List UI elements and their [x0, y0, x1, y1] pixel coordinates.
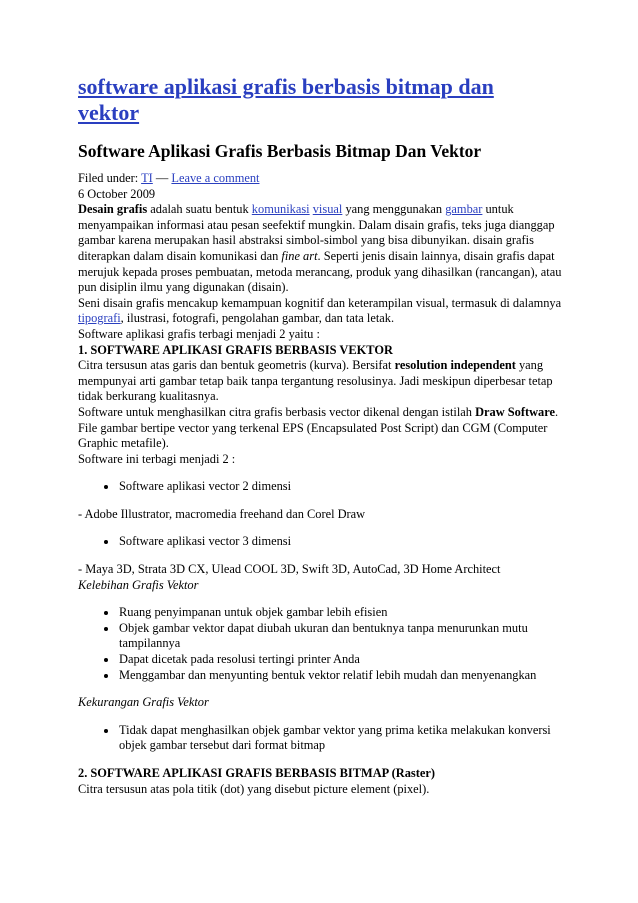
list-item: • Software aplikasi vector 3 dimensi [118, 534, 568, 550]
meta-dash: — [155, 171, 169, 185]
vektor-paragraph-2: Software untuk menghasilkan citra grafis berbasis vector dikenal dengan istilah Draw Software. File gambar bertipe vector yang terkenal EPS (Encapsulated Post Script) dan CGM (Computer Graphic metafile). [78, 404, 559, 451]
page-title[interactable]: software aplikasi grafis berbasis bitmap dan vektor [78, 74, 494, 125]
intro-paragraph: Desain grafis adalah suatu bentuk komunikasi visual yang menggunakan gambar untuk menyampaikan informasi atau pesan seefektif mungkin. Dalam disain grafis, teks juga dianggap gambar karena merupakan hasil abstraksi simbol-simbol yang bisa dibunyikan. disain grafis diterapkan dalam disain komunikasi dan fine art. Seperti jenis disain lainnya, disain grafis dapat merujuk kepada proses pembuatan, metoda merancang, produk yang dihasilkan (rancangan), atau pun disiplin ilmu yang digunakan (disain). [78, 202, 562, 295]
term-resolution-independent: resolution independent [394, 358, 516, 373]
article-subtitle: Software Aplikasi Grafis Berbasis Bitmap Dan Vektor [78, 141, 482, 161]
filed-under-line [78, 171, 568, 187]
term-fine-art: fine art [281, 248, 318, 263]
list-item: • Software aplikasi vector 2 dimensi [118, 479, 568, 495]
intro-paragraph-3: Software aplikasi grafis terbagi menjadi 2 yaitu : [78, 326, 320, 341]
list-item: • Tidak dapat menghasilkan objek gambar vektor yang prima ketika melakukan konversi objek gambar tersebut dari format bitmap [118, 723, 568, 754]
vektor-paragraph-1: Citra tersusun atas garis dan bentuk geometris (kurva). Bersifat resolution independent yang mempunyai arti gambar tetap baik tanpa tergantung resolusinya. Jadi meskipun diperbesar tetap tidak berkurang kualitasnya. [78, 358, 553, 404]
bitmap-paragraph-1: Citra tersusun atas pola titik (dot) yang disebut picture element (pixel). [78, 781, 430, 796]
link-tipografi[interactable]: tipografi [78, 311, 121, 326]
list-item: • Objek gambar vektor dapat diubah ukuran dan bentuknya tanpa menurunkan mutu tampilannya [118, 621, 568, 652]
term-desain-grafis: Desain grafis [78, 202, 148, 217]
intro-paragraph-2: Seni disain grafis mencakup kemampuan kognitif dan keterampilan visual, termasuk di dalamnya tipografi, ilustrasi, fotografi, pengolahan gambar, dan tata letak. [78, 295, 562, 326]
link-visual[interactable]: visual [312, 202, 343, 217]
vektor-paragraph-3: Software ini terbagi menjadi 2 : [78, 451, 236, 466]
link-gambar[interactable]: gambar [445, 202, 483, 217]
vector-3d-list [78, 534, 568, 550]
list-item: • Dapat dicetak pada resolusi tertingi printer Anda [118, 652, 568, 668]
kekurangan-list [78, 723, 568, 754]
section-vektor-heading: 1. SOFTWARE APLIKASI GRAFIS BERBASIS VEKTOR [78, 342, 393, 357]
kelebihan-heading: Kelebihan Grafis Vektor [78, 577, 199, 592]
kekurangan-heading: Kekurangan Grafis Vektor [78, 695, 209, 710]
category-link[interactable]: TI [141, 171, 153, 185]
list-item: • Ruang penyimpanan untuk objek gambar lebih efisien [118, 605, 568, 621]
vector-2d-list [78, 479, 568, 495]
section-bitmap-heading: 2. SOFTWARE APLIKASI GRAFIS BERBASIS BITMAP (Raster) [78, 766, 435, 780]
vector-3d-software: - Maya 3D, Strata 3D CX, Ulead COOL 3D, Swift 3D, AutoCad, 3D Home Architect [78, 562, 501, 577]
document-page [78, 74, 568, 797]
kelebihan-list [78, 605, 568, 683]
vector-2d-software: - Adobe Illustrator, macromedia freehand dan Corel Draw [78, 506, 366, 521]
list-item: • Menggambar dan menyunting bentuk vektor relatif lebih mudah dan menyenangkan [118, 668, 568, 684]
link-komunikasi[interactable]: komunikasi [251, 202, 310, 217]
term-draw-software: Draw Software [475, 404, 556, 419]
filed-under-label: Filed under: [78, 171, 139, 185]
post-date: 6 October 2009 [78, 186, 156, 201]
leave-comment-link[interactable]: Leave a comment [171, 171, 260, 185]
